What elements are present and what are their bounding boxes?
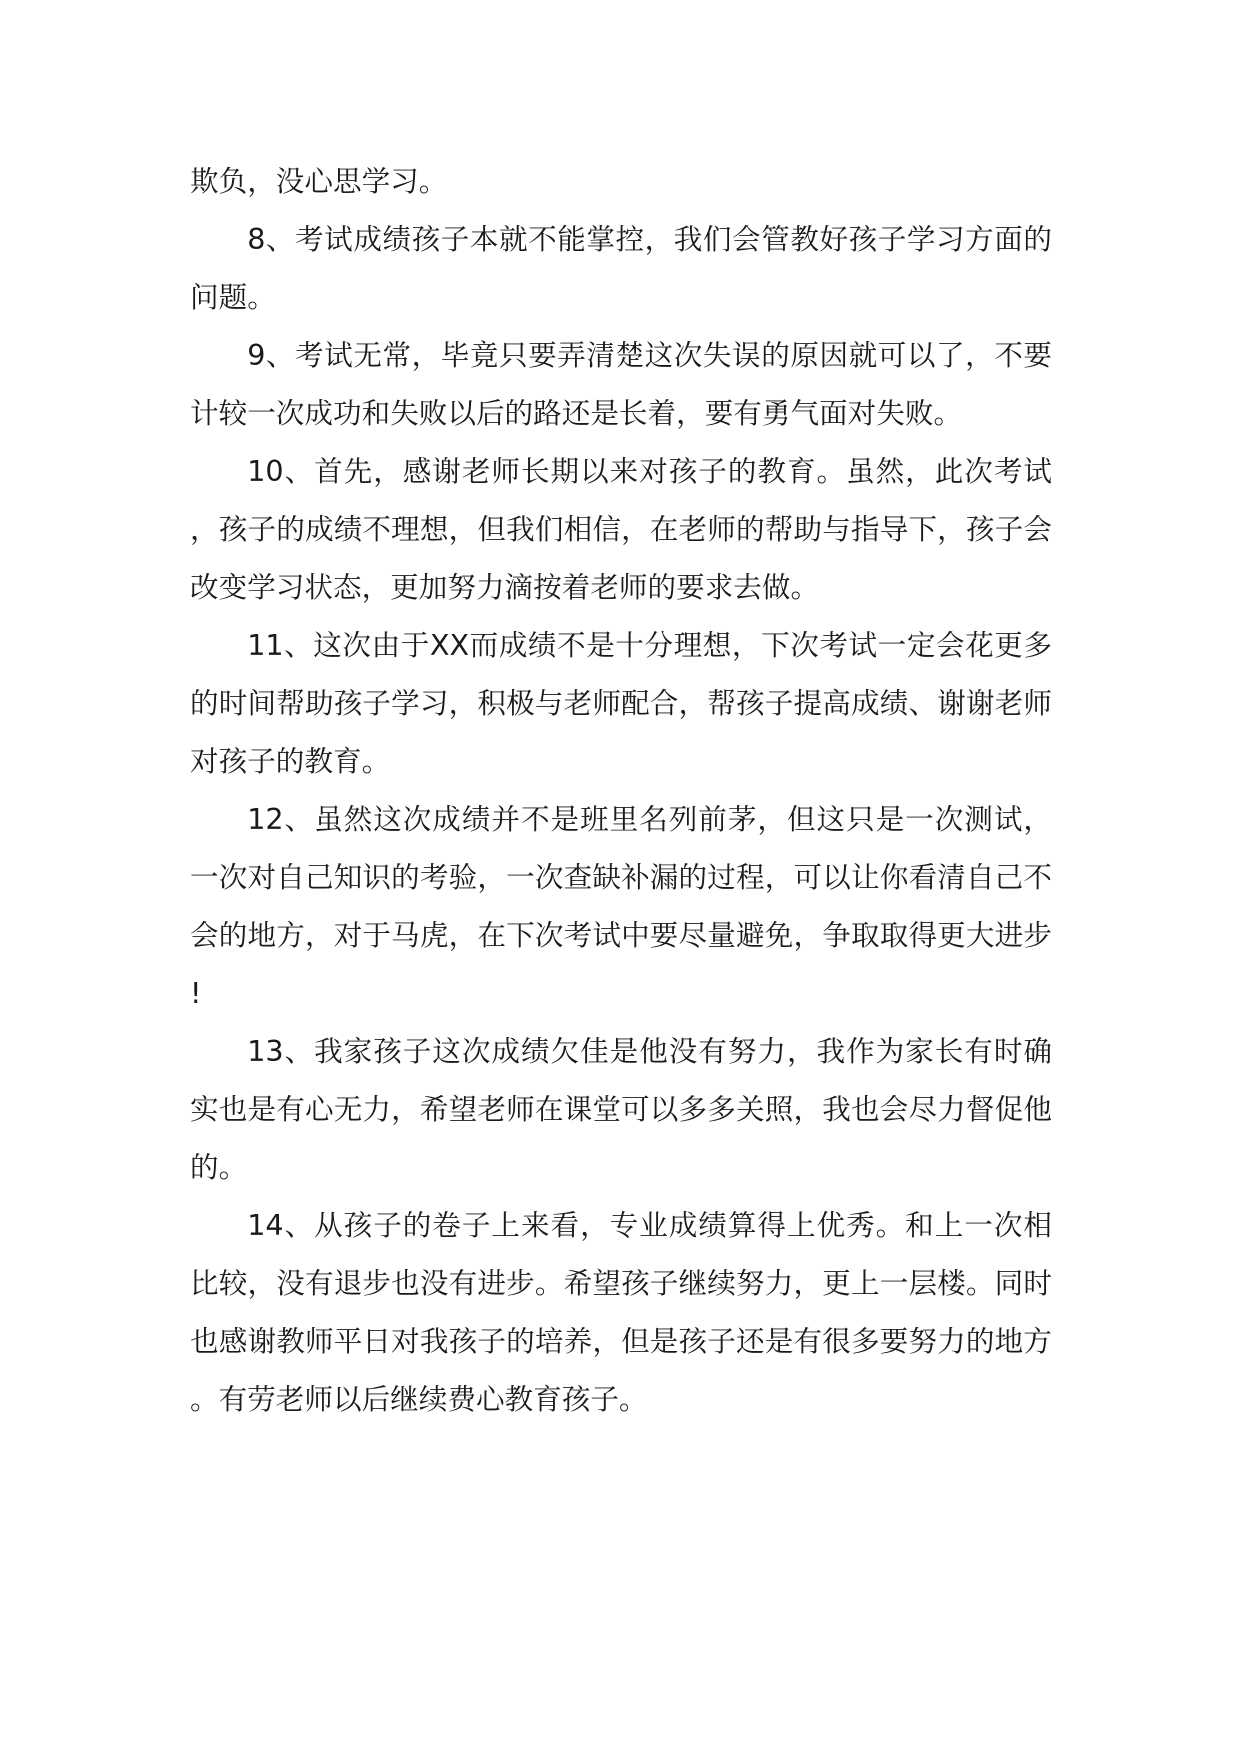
paragraph-item-13: 13、我家孩子这次成绩欠佳是他没有努力，我作为家长有时确实也是有心无力，希望老师在课堂可以多多关照，我也会尽力督促他的。 bbox=[190, 1034, 1052, 1184]
paragraph-continuation: 欺负，没心思学习。 bbox=[190, 164, 448, 198]
document-body bbox=[190, 152, 1052, 1428]
paragraph-item-8: 8、考试成绩孩子本就不能掌控，我们会管教好孩子学习方面的问题。 bbox=[190, 222, 1052, 314]
paragraph-item-11: 11、这次由于XX而成绩不是十分理想，下次考试一定会花更多的时间帮助孩子学习，积极与老师配合，帮孩子提高成绩、谢谢老师对孩子的教育。 bbox=[190, 628, 1052, 778]
paragraph-item-9: 9、考试无常，毕竟只要弄清楚这次失误的原因就可以了，不要计较一次成功和失败以后的路还是长着，要有勇气面对失败。 bbox=[190, 338, 1052, 430]
paragraph-item-12: 12、虽然这次成绩并不是班里名列前茅，但这只是一次测试，一次对自己知识的考验，一次查缺补漏的过程，可以让你看清自己不会的地方，对于马虎，在下次考试中要尽量避免，争取取得更大进步! bbox=[190, 802, 1052, 1010]
paragraph-item-14: 14、从孩子的卷子上来看，专业成绩算得上优秀。和上一次相比较，没有退步也没有进步。希望孩子继续努力，更上一层楼。同时也感谢教师平日对我孩子的培养，但是孩子还是有很多要努力的地方。有劳老师以后继续费心教育孩子。 bbox=[190, 1208, 1052, 1416]
paragraph-item-10: 10、首先，感谢老师长期以来对孩子的教育。虽然，此次考试，孩子的成绩不理想，但我们相信，在老师的帮助与指导下，孩子会改变学习状态，更加努力滴按着老师的要求去做。 bbox=[190, 454, 1052, 604]
